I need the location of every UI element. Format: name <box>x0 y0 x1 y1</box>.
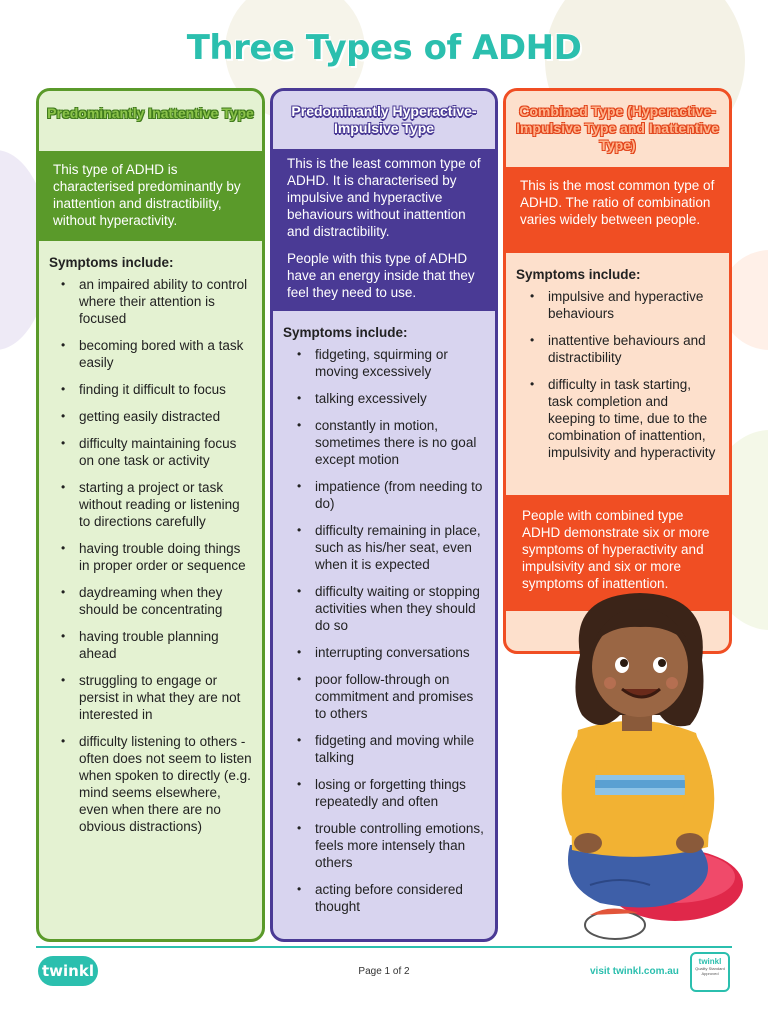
symptoms-title: Symptoms include: <box>516 267 641 282</box>
column-heading-text: Combined Type (Hyperactive-Impulsive Type and Inattentive Type) <box>516 103 719 153</box>
column-description <box>273 149 495 311</box>
symptom-item: • constantly in motion, sometimes there is no goal except motion <box>297 417 485 468</box>
column-description <box>39 151 262 241</box>
column-heading <box>39 91 262 151</box>
symptom-item: • poor follow-through on commitment and promises to others <box>297 671 485 722</box>
symptom-item: • an impaired ability to control where their attention is focused <box>61 276 252 327</box>
description-paragraph: People with this type of ADHD have an energy inside that they feel they need to use. <box>287 251 475 300</box>
symptom-item: • impulsive and hyperactive behaviours <box>530 288 719 322</box>
quality-badge <box>690 952 730 992</box>
symptom-list <box>39 276 262 835</box>
symptom-item: • difficulty waiting or stopping activities when they should do so <box>297 583 485 634</box>
symptom-list <box>506 288 729 461</box>
symptom-item: • fidgeting, squirming or moving excessively <box>297 346 485 380</box>
shoe <box>585 911 645 939</box>
symptom-item: • getting easily distracted <box>61 408 252 425</box>
symptom-item: • fidgeting and moving while talking <box>297 732 485 766</box>
child-illustration <box>530 585 750 945</box>
column-heading-text: Predominantly Inattentive Type <box>47 105 254 121</box>
symptom-item: • losing or forgetting things repeatedly and often <box>297 776 485 810</box>
badge-title: twinkl <box>698 957 722 966</box>
symptom-item: • talking excessively <box>297 390 485 407</box>
symptom-item: • trouble controlling emotions, feels more intensely than others <box>297 820 485 871</box>
symptoms-title: Symptoms include: <box>283 325 408 340</box>
symptom-item: • becoming bored with a task easily <box>61 337 252 371</box>
badge-subtitle: Quality Standard Approved <box>695 966 725 976</box>
column-combined <box>503 88 732 654</box>
column-hyperactive <box>270 88 498 942</box>
symptom-item: • difficulty maintaining focus on one task or activity <box>61 435 252 469</box>
description-paragraph: This is the most common type of ADHD. The ratio of combination varies widely between people. <box>520 178 715 227</box>
symptom-item: • difficulty remaining in place, such as his/her seat, even when it is expected <box>297 522 485 573</box>
column-heading <box>506 91 729 167</box>
symptom-item: • finding it difficult to focus <box>61 381 252 398</box>
combined-note-text: People with combined type ADHD demonstrate six or more symptoms of hyperactivity and impulsivity and six or more symptoms of inattention. <box>522 508 710 591</box>
column-heading <box>273 91 495 149</box>
symptom-item: • having trouble planning ahead <box>61 628 252 662</box>
symptom-item: • struggling to engage or persist in what they are not interested in <box>61 672 252 723</box>
description-paragraph: This is the least common type of ADHD. It is characterised by impulsive and hyperactive behaviours without inattention and distractibility. <box>287 156 481 239</box>
symptom-item: • acting before considered thought <box>297 881 485 915</box>
page-number: Page 1 of 2 <box>358 966 410 977</box>
symptom-item: • difficulty listening to others - often does not seem to listen when spoken to directly (e.g. mind seems elsewhere, even when there are no obvious distractions) <box>61 733 252 835</box>
symptom-item: • having trouble doing things in proper order or sequence <box>61 540 252 574</box>
symptom-item: • daydreaming when they should be concentrating <box>61 584 252 618</box>
description-paragraph: This type of ADHD is characterised predominantly by inattention and distractibility, without hyperactivity. <box>53 162 241 228</box>
symptom-item: • impatience (from needing to do) <box>297 478 485 512</box>
symptom-item: • interrupting conversations <box>297 644 485 661</box>
column-description <box>506 167 729 253</box>
page-title: Three Types of ADHD <box>186 28 582 68</box>
symptom-item: • difficulty in task starting, task completion and keeping to time, due to the combination of inattention, impulsivity and hyperactivity <box>530 376 719 461</box>
symptoms-title: Symptoms include: <box>49 255 174 270</box>
visit-link[interactable]: visit twinkl.com.au <box>590 966 679 977</box>
footer-divider <box>36 946 732 948</box>
symptom-item: • inattentive behaviours and distractibility <box>530 332 719 366</box>
column-heading-text: Predominantly Hyperactive-Impulsive Type <box>291 103 477 136</box>
symptom-list <box>273 346 495 915</box>
column-inattentive <box>36 88 265 942</box>
symptom-item: • starting a project or task without reading or listening to directions carefully <box>61 479 252 530</box>
logo-text: twinkl <box>42 962 94 980</box>
